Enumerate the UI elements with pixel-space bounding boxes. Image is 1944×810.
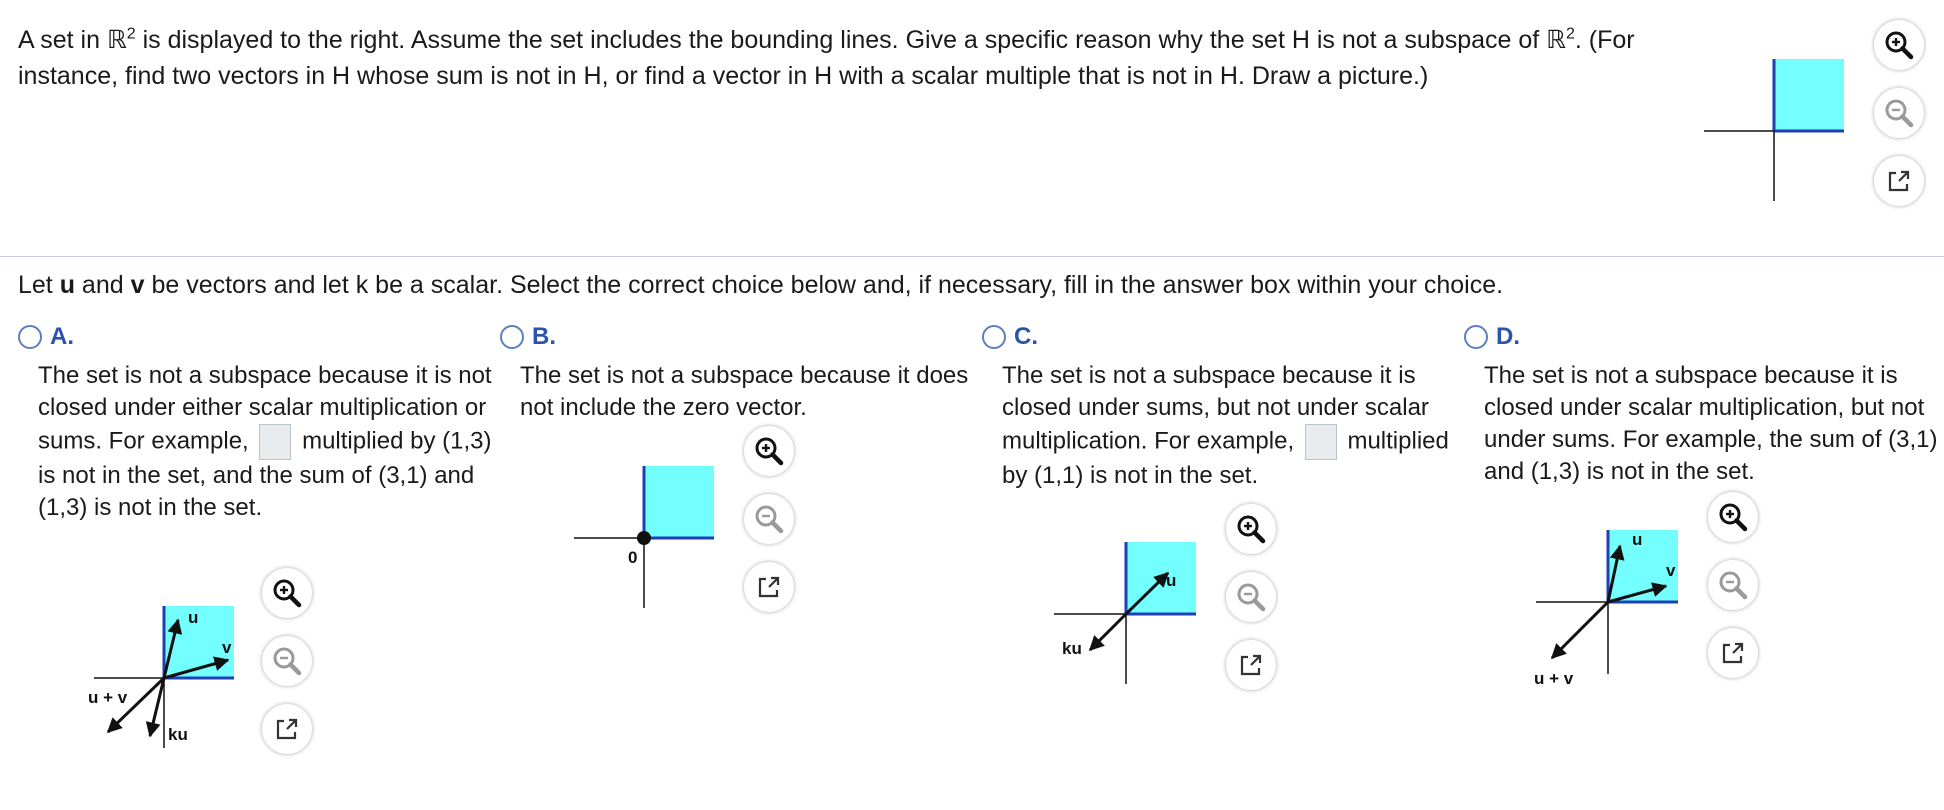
choice-c-popout-button[interactable]	[1226, 640, 1276, 690]
choice-c-label-u: u	[1166, 571, 1177, 590]
instruction-text: Let u and v be vectors and let k be a scalar. Select the correct choice below and, if necessary, fill in the answer box within your choice.	[18, 271, 1504, 299]
zoom-out-icon	[1235, 581, 1267, 613]
zoom-out-icon	[1717, 569, 1749, 601]
choice-d-zoom-in-button[interactable]	[1708, 492, 1758, 542]
popout-icon	[1235, 649, 1267, 681]
choice-c-letter: C.	[1014, 323, 1038, 350]
choice-a-letter: A.	[50, 323, 74, 350]
choice-b-graph	[570, 460, 720, 612]
zoom-in-icon	[1717, 501, 1749, 533]
choice-b-zoom-in-button[interactable]	[744, 426, 794, 476]
zoom-in-button[interactable]	[1874, 20, 1924, 70]
choice-a-label-v: v	[222, 638, 232, 657]
zoom-in-icon	[1235, 513, 1267, 545]
choice-b-text: The set is not a subspace because it does not include the zero vector.	[520, 362, 969, 421]
choice-d-label-v: v	[1666, 561, 1676, 580]
choice-a-answer-box[interactable]	[259, 424, 291, 460]
choice-a	[18, 322, 492, 521]
zoom-out-button[interactable]	[1874, 88, 1924, 138]
choice-b-popout-button[interactable]	[744, 562, 794, 612]
choice-d-popout-button[interactable]	[1708, 628, 1758, 678]
choice-c-zoom-out-button[interactable]	[1226, 572, 1276, 622]
choice-d-zoom-out-button[interactable]	[1708, 560, 1758, 610]
popout-button[interactable]	[1874, 156, 1924, 206]
choice-b-radio-row[interactable]	[500, 322, 970, 352]
zoom-out-icon	[271, 645, 303, 677]
choice-b-radio[interactable]	[500, 325, 524, 349]
question-text: A set in ℝ$^2$ is displayed to the right. Assume the set includes the bounding lines. Give a specific reason why the set H is not a subspace of ℝ$^2$. (For instance, find two vectors in H whose sum is not in H, or find a vector in H with a scalar multiple that is not in H. Draw a picture.)	[18, 25, 1635, 90]
choice-c	[982, 322, 1452, 489]
choice-d-text: The set is not a subspace because it is closed under scalar multiplication, but not under sums. For example, the sum of (3,1) and (1,3) is not in the set.	[1484, 362, 1938, 485]
choice-d-label-upv: u + v	[1534, 669, 1574, 688]
zoom-in-icon	[753, 435, 785, 467]
set-h-graph	[1700, 55, 1850, 205]
choice-a-popout-button[interactable]	[262, 704, 312, 754]
choice-c-radio[interactable]	[982, 325, 1006, 349]
choice-a-text: The set is not a subspace because it is not closed under either scalar multiplication or sums. For example, multiplied by (1,3) is not in the set, and the sum of (3,1) and (1,3) is not in the set.	[38, 362, 492, 521]
choice-d-radio[interactable]	[1464, 325, 1488, 349]
choice-c-text: The set is not a subspace because it is closed under sums, but not under scalar multiplication. For example, multiplied by (1,1) is not in the set.	[1002, 362, 1449, 489]
choice-a-label-upv: u + v	[88, 688, 128, 707]
zoom-in-icon	[1883, 29, 1915, 61]
choice-a-graph	[80, 600, 250, 752]
zoom-out-icon	[1883, 97, 1915, 129]
choice-c-graph	[1050, 536, 1200, 688]
popout-icon	[271, 713, 303, 745]
choice-b	[500, 322, 970, 421]
popout-icon	[1717, 637, 1749, 669]
choice-b-zoom-out-button[interactable]	[744, 494, 794, 544]
choice-c-zoom-in-button[interactable]	[1226, 504, 1276, 554]
choice-c-radio-row[interactable]	[982, 322, 1452, 352]
choice-a-radio-row[interactable]	[18, 322, 488, 352]
choice-c-answer-box[interactable]	[1305, 424, 1337, 460]
popout-icon	[753, 571, 785, 603]
zoom-in-icon	[271, 577, 303, 609]
choice-d	[1464, 322, 1938, 485]
choice-a-label-u: u	[188, 608, 199, 627]
choice-b-label-zero: 0	[628, 548, 638, 567]
choice-a-zoom-in-button[interactable]	[262, 568, 312, 618]
choice-a-zoom-out-button[interactable]	[262, 636, 312, 686]
choice-d-graph	[1530, 524, 1690, 694]
choice-d-label-u: u	[1632, 530, 1643, 549]
choice-c-label-ku: ku	[1062, 639, 1082, 658]
popout-icon	[1883, 165, 1915, 197]
choice-d-radio-row[interactable]	[1464, 322, 1934, 352]
choice-a-label-ku: ku	[168, 725, 188, 744]
divider	[0, 256, 1944, 257]
choice-d-letter: D.	[1496, 323, 1520, 350]
zoom-out-icon	[753, 503, 785, 535]
choice-b-letter: B.	[532, 323, 556, 350]
choice-a-radio[interactable]	[18, 325, 42, 349]
